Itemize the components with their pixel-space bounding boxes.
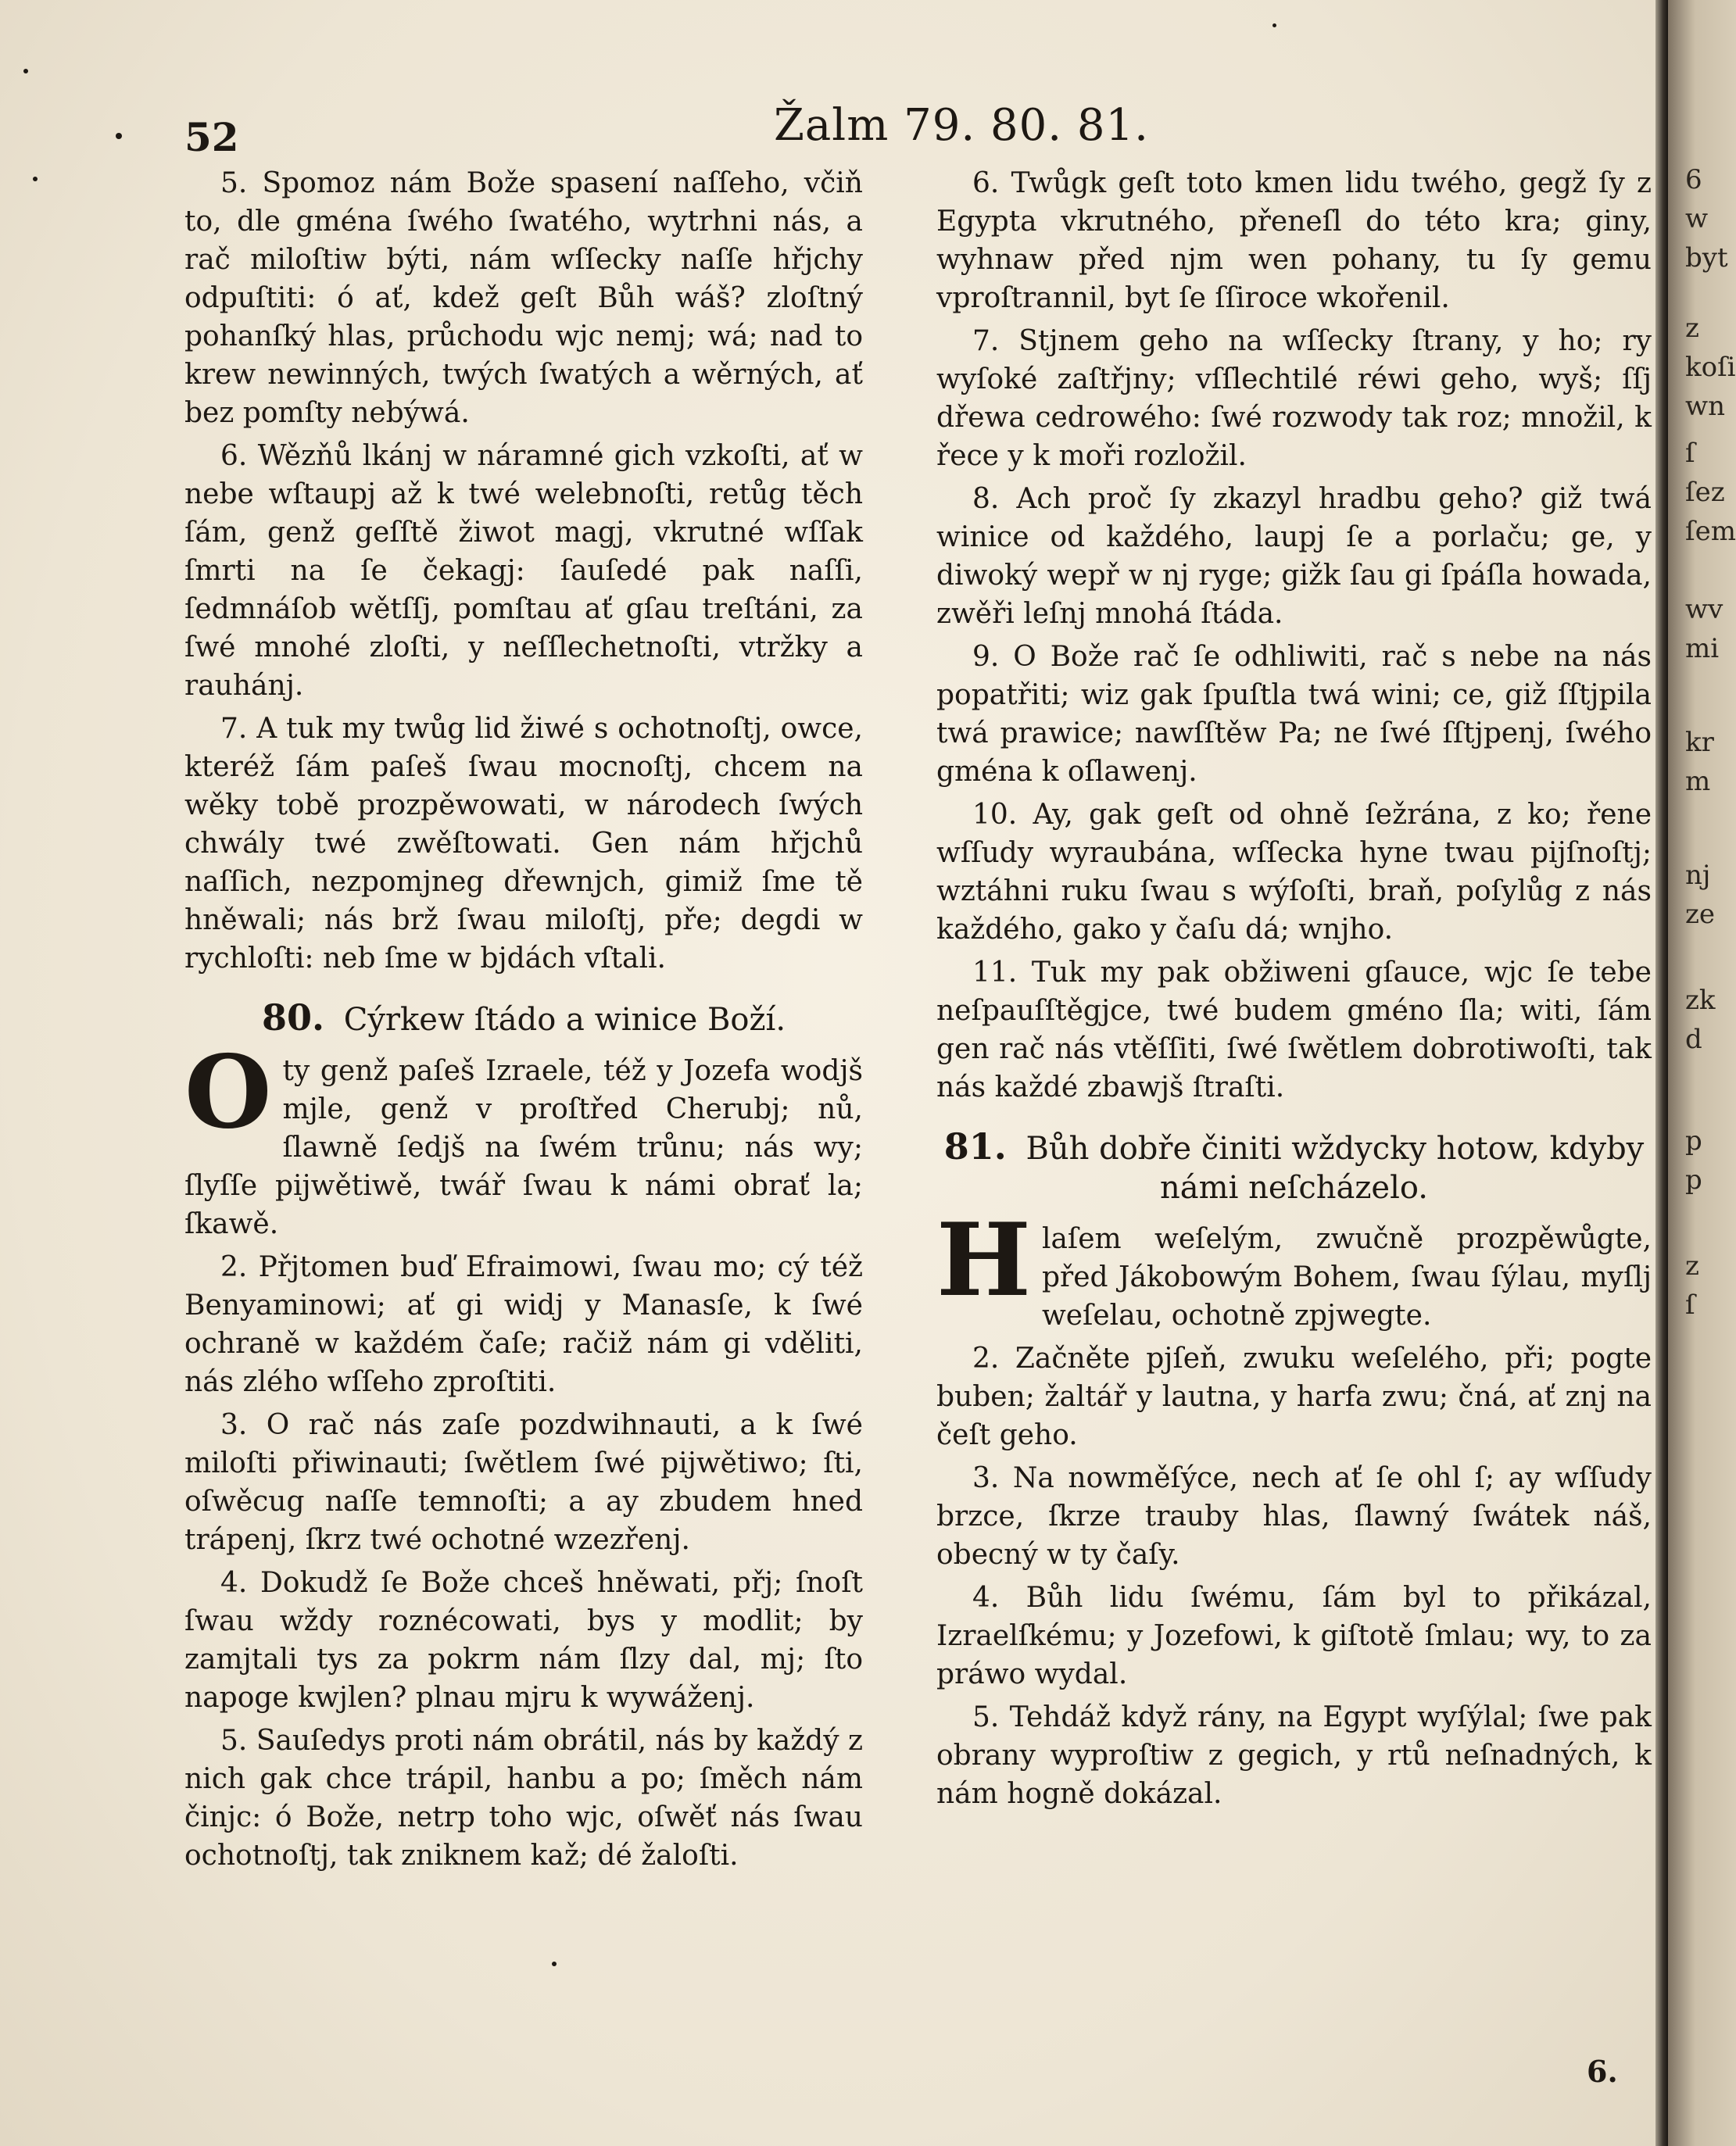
verse-80-5: 5. Sauſedys proti nám obrátil, nás by každý z nich gak chce trápil, hanbu a po; ſměch nám činjc: ó Bože, netrp toho wjc, oſwěť nás ſwau ochotnoſtj, tak zniknem kaž; dé žaloſti. — [184, 1725, 863, 1872]
verse-79-7: 7. A tuk my twůg lid žiwé s ochotnoſtj, owce, kteréž ſám paſeš ſwau mocnoſtj, chcem na wěky tobě prozpěwowati, w národech ſwých chwály twé zwěſtowati. Gen nám hřjchů naſſich, nezpomjneg dřewnjch, gimiž ſme tě hněwali; nás brž ſwau miloſtj, pře; degdi w rychloſti: neb ſme w bjdách vſtali. — [184, 713, 863, 975]
next-page-fragment: koſi — [1685, 352, 1736, 383]
right-column — [936, 164, 1652, 1818]
book-gutter — [1655, 0, 1668, 2146]
verse-81-1 — [936, 1202, 1652, 1335]
ink-speck — [116, 133, 122, 139]
verse-80-9: 9. O Bože rač ſe odhliwiti, rač s nebe na nás popatřiti; wiz gak ſpuſtla twá wini; ce, giž ſſtjpila twá prawice; nawſſtěw Pa; ne ſwé ſſtjpenj, ſwého gména k oſlawenj. — [936, 641, 1652, 788]
next-page-fragment: ſem — [1685, 516, 1736, 547]
verse-80-8: 8. Ach proč ſy zkazyl hradbu geho? giž twá winice od každého, laupj ſe a porlaču; ge, y diwoký wepř w nj ryge; gižk ſau gi ſpáſla howada, zwěři leſnj mnohá ſtáda. — [936, 483, 1652, 630]
verse-79-6: 6. Wězňů lkánj w náramné gich vzkoſti, ať w nebe wſtaupj až k twé welebnoſti, retůg těch ſám, genž geſſtě žiwot magj, vkrutné wſſak ſmrti na ſe čekagj: ſauſedé pak naſſi, ſedmnáſob wětſſj, pomſtau ať gſau treſtáni, za ſwé mnohé zloſti, y neſſlechetnoſti, vtržky a rauhánj. — [184, 440, 863, 702]
psalm-80-number: 80. — [261, 996, 324, 1039]
next-page-fragment: wv — [1685, 594, 1723, 625]
next-page-fragment: d — [1685, 1024, 1702, 1055]
next-page-fragment: w — [1685, 203, 1709, 234]
psalm-80-title: Cýrkew ſtádo a winice Boží. — [343, 1002, 786, 1038]
next-page-fragment: p — [1685, 1125, 1702, 1157]
verse-80-3: 3. O rač nás zaſe pozdwihnauti, a k ſwé miloſti přiwinauti; ſwětlem ſwé pijwětiwo; ſti, oſwěcug naſſe temnoſti; a ay zbudem hned trápenj, ſkrz twé ochotné wzezřenj. — [184, 1409, 863, 1556]
next-page-fragment: 6 — [1685, 164, 1702, 195]
next-page-fragment: p — [1685, 1164, 1702, 1196]
psalm-81-heading — [936, 1127, 1652, 1207]
verse-80-7: 7. Stjnem geho na wſſecky ſtrany, y ho; ry wyſoké zaſtřjny; vſſlechtilé réwi geho, wyš; ſſj dřewa cedrowého: ſwé rozwody tak roz; množil, k řece y k moři rozložil. — [936, 325, 1652, 472]
left-column — [184, 164, 863, 1880]
verse-81-5: 5. Tehdáž když rány, na Egypt wyſýlal; ſwe pak obrany wyproſtiw z gegich, y rtů neſnadných, k nám hogně dokázal. — [936, 1701, 1652, 1810]
next-page-fragment: z — [1685, 313, 1699, 344]
dropcap-81: H — [936, 1202, 1031, 1319]
next-page-fragment: zk — [1685, 985, 1716, 1016]
verse-80-4: 4. Dokudž ſe Bože chceš hněwati, přj; ſnoſt ſwau wždy roznécowati, bys y modlit; by zamjtali tys za pokrm nám ſlzy dal, mj; ſto napoge kwjlen? plnau mjru k wywáženj. — [184, 1567, 863, 1714]
next-page-fragment: ze — [1685, 899, 1716, 930]
verse-80-11: 11. Tuk my pak obžiweni gſauce, wjc ſe tebe neſpauſſtěgjce, twé budem gméno ſla; witi, ſám gen rač nás vtěſſiti, ſwé ſwětlem dobrotiwoſti, tak nás každé zbawjš ſtraſti. — [936, 957, 1652, 1103]
next-page-fragment: wn — [1685, 391, 1725, 422]
psalm-80-heading — [184, 998, 863, 1039]
verse-80-1-text: ty genž paſeš Izraele, též y Jozefa wodjš mjle, genž v proſtřed Cherubj; nů, ſlawně ſedjš na ſwém trůnu; nás wy; ſlyſſe pijwětiwě, twář ſwau k námi obrať la; ſkawě. — [184, 1055, 863, 1240]
ink-speck — [33, 177, 38, 181]
dropcap-80: O — [184, 1034, 272, 1151]
next-page-fragment: ſez — [1685, 477, 1725, 508]
catchword: 6. — [1587, 2054, 1618, 2089]
psalm-81-title: Bůh dobře činiti wždycky hotow, kdyby námi neſcházelo. — [1025, 1131, 1645, 1206]
next-page-fragment: ſ — [1685, 438, 1695, 469]
verse-79-5: 5. Spomoz nám Bože spasení naſſeho, včiň to, dle gména ſwého ſwatého, wytrhni nás, a rač miloſtiw býti, nám wſſecky naſſe hřjchy odpuſtiti: ó ať, kdež geſt Bůh wáš? zloſtný pohanſký hlas, průchodu wjc nemj; wá; nad to krew newinných, twých ſwatých a wěrných, ať bez pomſty nebýwá. — [184, 167, 863, 429]
next-page-fragment: byt — [1685, 242, 1728, 274]
verse-81-3: 3. Na nowměſýce, nech ať ſe ohl ſ; ay wſſudy brzce, ſkrze trauby hlas, ſlawný ſwátek náš, obecný w ty čaſy. — [936, 1462, 1652, 1571]
running-header: Žalm 79. 80. 81. — [774, 100, 1149, 151]
ink-speck — [1272, 23, 1276, 27]
verse-80-10: 10. Ay, gak geſt od ohně ſežrána, z ko; řene wſſudy wyraubána, wſſecka hyne twau pijſnoſtj; wztáhni ruku ſwau s wýſoſti, braň, poſylůg z nás každého, gako y čaſu dá; wnjho. — [936, 799, 1652, 946]
verse-80-1 — [184, 1034, 863, 1243]
next-page-fragment: nj — [1685, 860, 1711, 891]
next-page-fragment: mi — [1685, 633, 1720, 664]
verse-81-1-text: laſem weſelým, zwučně prozpěwůgte, před Jákobowým Bohem, ſwau ſýlau, myſlj weſelau, ochotně zpjwegte. — [1041, 1223, 1652, 1332]
verse-81-2: 2. Začněte pjſeň, zwuku weſelého, při; pogte buben; žaltář y lautna, y harfa zwu; čná, ať znj na čeſt geho. — [936, 1343, 1652, 1451]
verse-80-6: 6. Twůgk geſt toto kmen lidu twého, gegž ſy z Egypta vkrutného, přeneſl do této kra; giny, wyhnaw před njm wen pohany, tu ſy gemu vproſtrannil, byt ſe ſſiroce wkořenil. — [936, 167, 1652, 314]
verse-80-2: 2. Přjtomen buď Efraimowi, ſwau mo; cý též Benyaminowi; ať gi widj y Manasſe, k ſwé ochraně w každém čaſe; račiž nám gi vděliti, nás zlého wſſeho zproſtiti. — [184, 1251, 863, 1398]
verse-81-4: 4. Bůh lidu ſwému, ſám byl to přikázal, Izraelſkému; y Jozefowi, k giſtotě ſmlau; wy, to za práwo wydal. — [936, 1582, 1652, 1690]
next-page-fragment: ſ — [1685, 1289, 1695, 1321]
next-page-fragment: z — [1685, 1250, 1699, 1282]
psalm-81-number: 81. — [943, 1125, 1007, 1168]
next-page-edge — [1668, 0, 1736, 2146]
page-number: 52 — [184, 114, 239, 160]
ink-speck — [23, 69, 28, 73]
ink-speck — [552, 1962, 557, 1966]
next-page-fragment: kr — [1685, 727, 1714, 758]
next-page-fragment: m — [1685, 766, 1711, 797]
